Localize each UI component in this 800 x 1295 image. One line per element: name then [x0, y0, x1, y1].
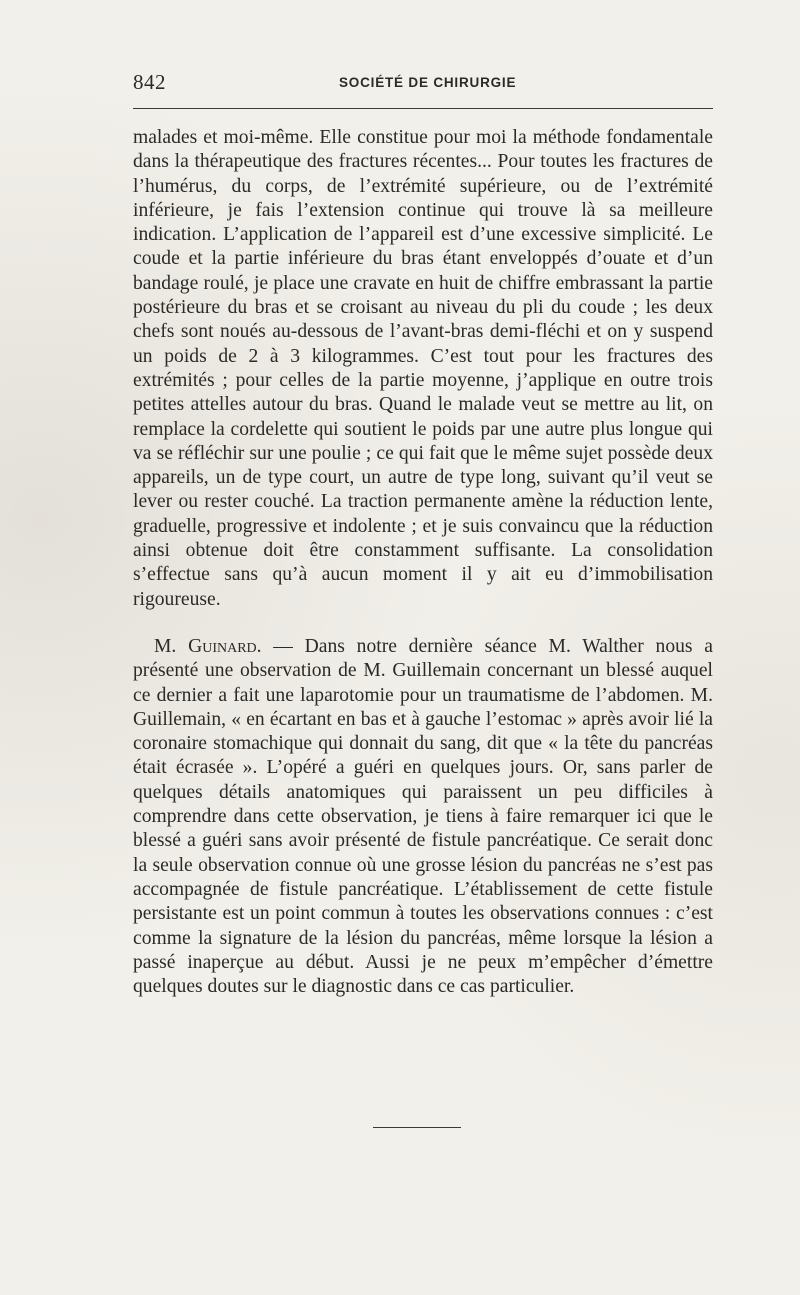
- paragraph-guinard-text: — Dans notre dernière séance M. Walther nous a présenté une observation de M. Guillemain concernant un blessé auquel ce dernier a fait une laparotomie pour un traumatisme de l’abdomen. M. Guillemain, « en écartant en bas et à gauche l’estomac » après avoir lié la coronaire stomachique qui donnait du sang, dit que « la tête du pancréas était écrasée ». L’opéré a guéri en quelques jours. Or, sans parler de quelques détails anatomiques qui paraissent un peu difficiles à comprendre dans cette observation, je tiens à faire remarquer ici que le blessé a guéri sans avoir présenté de fistule pancréatique. Ce serait donc la seule observation connue où une grosse lésion du pancréas ne s’est pas accompagnée de fistule pancréatique. L’établissement de cette fistule persistante est un point commun à toutes les observations connues : c’est comme la signature de la lésion du pancréas, même lorsque la lésion a passé inaperçue au début. Aussi je ne peux m’empêcher d’émettre quelques doutes sur le diagnostic dans ce cas particulier.: [133, 635, 713, 998]
- page-number: 842: [133, 70, 166, 94]
- paragraph-continuation: malades et moi-même. Elle constitue pour moi la méthode fondamentale dans la thérapeutique des fractures récentes... Pour toutes les fractures de l’humérus, du corps, de l’extrémité supérieure, ou de l’extrémité inférieure, je fais l’extension continue qui trouve là sa meilleure indication. L’application de l’appareil est d’une excessive simplicité. Le coude et la partie inférieure du bras étant enveloppés d’ouate et d’un bandage roulé, je place une cravate en huit de chiffre embrassant la partie postérieure du bras et se croisant au niveau du pli du coude ; les deux chefs sont noués au-dessous de l’avant-bras demi-fléchi et on y suspend un poids de 2 à 3 kilogrammes. C’est tout pour les fractures des extrémités ; pour celles de la partie moyenne, j’applique en outre trois petites attelles autour du bras. Quand le malade veut se mettre au lit, on remplace la cordelette qui soutient le poids par une autre plus longue qui va se réfléchir sur une poulie ; ce qui fait que le même sujet possède deux appareils, un de type court, un autre de type long, suivant qu’il veut se lever ou rester couché. La traction permanente amène la réduction lente, graduelle, progressive et indolente ; et je suis convaincu que la réduction ainsi obtenue doit être constamment suffisante. La consolidation s’effectue sans qu’à aucun moment il y ait eu d’immobilisation rigoureuse.: [133, 127, 713, 610]
- body-text: [133, 126, 713, 999]
- end-rule: [373, 1127, 461, 1128]
- paragraph-guinard: [133, 635, 713, 999]
- speaker-name: M. Guinard.: [154, 635, 262, 657]
- running-head: SOCIÉTÉ DE CHIRURGIE: [339, 75, 517, 90]
- page-header: [133, 70, 713, 100]
- header-rule: [133, 108, 713, 109]
